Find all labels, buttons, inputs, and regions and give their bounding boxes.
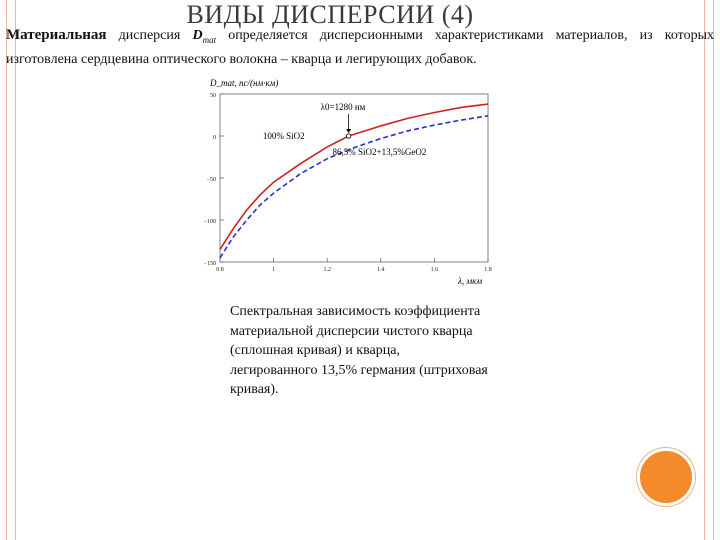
plot-frame <box>220 94 488 262</box>
lead-mid-text: дисперсия <box>106 28 193 43</box>
dispersion-chart <box>190 74 500 294</box>
lead-symbol-sub: mat <box>202 34 217 45</box>
x-axis-label: λ, мкм <box>458 276 483 286</box>
lead-bold-term: Материальная <box>6 27 107 43</box>
slide-title: ВИДЫ ДИСПЕРСИИ (4) <box>186 0 474 29</box>
chart-svg <box>190 74 500 294</box>
lead-symbol: D <box>192 28 203 43</box>
left-frame-border <box>6 0 16 540</box>
decorative-orange-circle <box>637 448 695 506</box>
x-tick-label: 1.6 <box>430 267 439 273</box>
annotations <box>263 102 427 157</box>
lead-rest-text: определяется дисперсионными характеристиками материалов, из которых изготовлена сердцевина оптического волокна – кварца и легирующих добавок. <box>6 28 714 67</box>
zero-dispersion-label: λ0=1280 нм <box>320 102 366 112</box>
x-tick-label: 1.8 <box>484 267 492 273</box>
y-tick-label: 0 <box>213 135 216 141</box>
series-line-silica <box>220 104 488 249</box>
axes <box>204 93 492 273</box>
y-tick-label: −100 <box>203 219 216 225</box>
doped-series-label: 86,5% SiO2+13,5%GeO2 <box>332 146 427 157</box>
x-tick-label: 0.8 <box>216 267 224 273</box>
y-axis-label: D_mat, пс/(нм·км) <box>210 78 279 88</box>
right-frame-border <box>704 0 714 540</box>
x-tick-label: 1 <box>272 267 276 273</box>
figure-caption: Спектральная зависимость коэффициента материальной дисперсии чистого кварца (сплошная кривая) и кварца, легированного 13,5% германия (штриховая кривая). <box>230 304 488 397</box>
lead-paragraph <box>6 26 714 69</box>
silica-series-label: 100% SiO2 <box>262 131 305 141</box>
series-layer <box>220 104 488 258</box>
arrow-head <box>346 129 351 133</box>
x-tick-label: 1.4 <box>377 267 385 273</box>
y-tick-label: −150 <box>203 261 216 267</box>
series-line-doped <box>220 116 488 258</box>
x-tick-label: 1.2 <box>323 267 331 273</box>
y-tick-label: −50 <box>206 177 216 183</box>
zero-dispersion-point <box>346 134 350 138</box>
y-tick-label: 50 <box>210 93 216 99</box>
